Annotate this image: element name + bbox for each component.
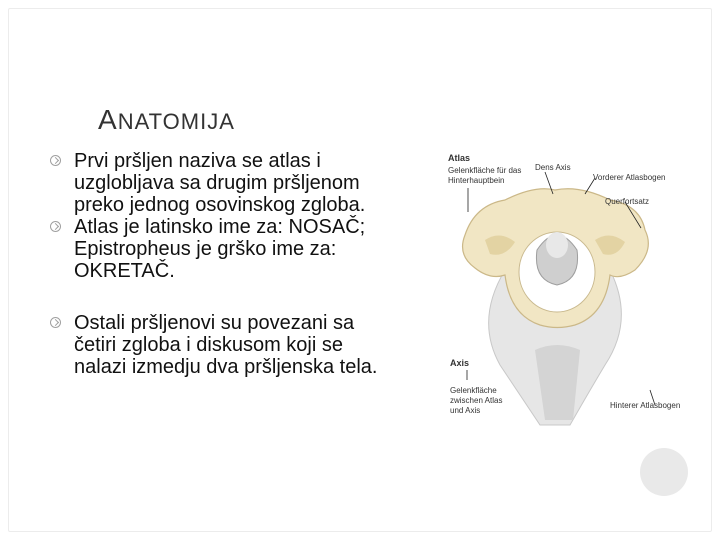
slide-title (98, 104, 235, 136)
label-atlas: Atlas (448, 153, 471, 163)
vertebra-figure (445, 150, 695, 430)
bullet-item (50, 216, 380, 282)
bullet-text: Ostali pršljenovi su povezani sa četiri zgloba i diskusom koji se nalazi izmedju dva pršljenska tela. (74, 312, 378, 378)
bullet-text: Prvi pršljen naziva se atlas i uzglobljava sa drugim pršljenom preko jednog osovinskog zgloba. (74, 150, 366, 216)
label-atlas-desc2: Hinterhauptbein (448, 176, 505, 185)
label-dens-axis: Dens Axis (535, 163, 571, 172)
label-atlas-desc1: Gelenkfläche für das (448, 166, 522, 175)
title-initial: A (98, 104, 118, 135)
label-axis-desc3: und Axis (450, 406, 481, 415)
bullet-item (50, 312, 380, 378)
label-querfortsatz: Querfortsatz (605, 197, 650, 206)
bullet-icon (50, 221, 61, 232)
label-vorderer-atlasbogen: Vorderer Atlasbogen (593, 173, 666, 182)
label-axis-desc2: zwischen Atlas (450, 396, 503, 405)
bullet-list (50, 150, 380, 378)
bullet-icon (50, 155, 61, 166)
bullet-item (50, 150, 380, 216)
label-axis: Axis (450, 358, 470, 368)
label-axis-desc1: Gelenkfläche (450, 386, 497, 395)
bullet-icon (50, 317, 61, 328)
label-hinterer-atlasbogen: Hinterer Atlasbogen (610, 401, 681, 410)
bullet-text: Atlas je latinsko ime za: NOSAČ; Epistropheus je grško ime za: OKRETAČ. (74, 216, 366, 282)
decorative-circle (640, 448, 688, 496)
title-rest: NATOMIJA (117, 109, 235, 134)
